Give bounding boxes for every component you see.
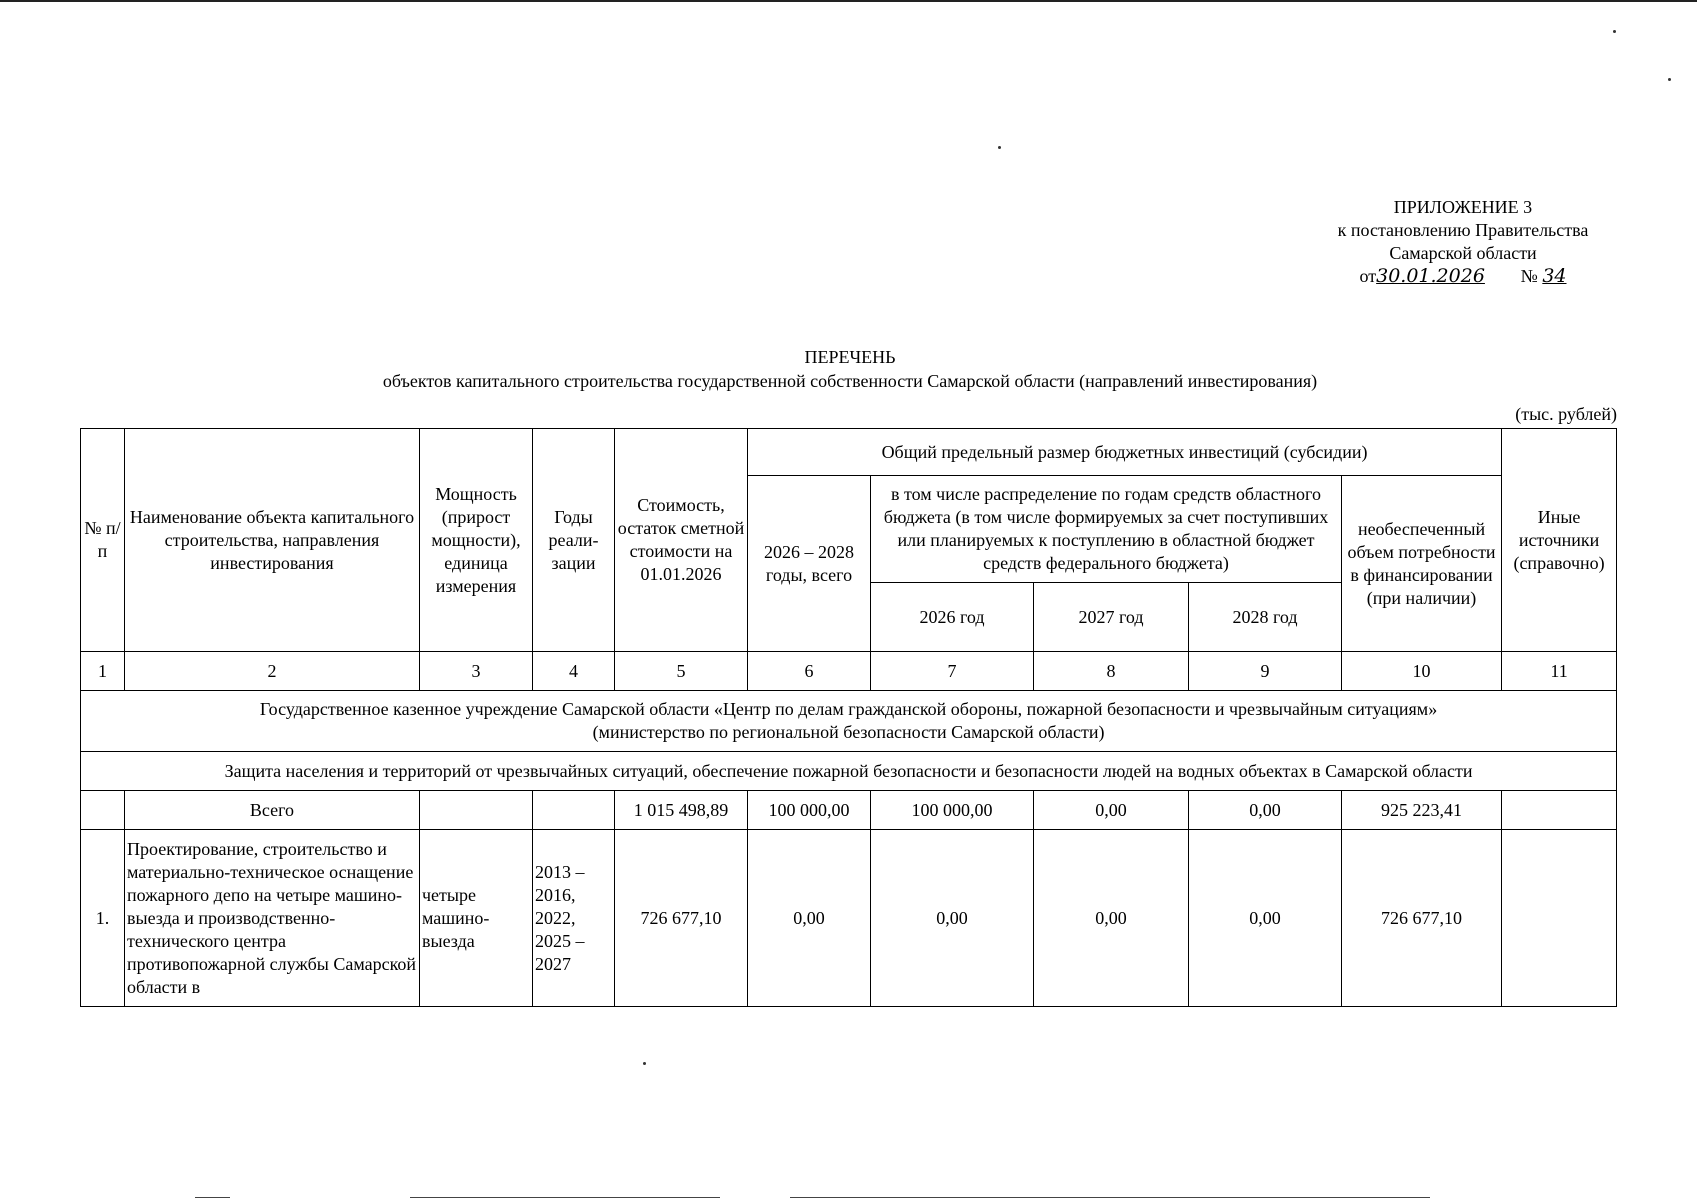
item-unfunded: 726 677,10 bbox=[1342, 830, 1502, 1007]
header-capacity: Мощность (прирост мощности), единица измерения bbox=[420, 429, 533, 652]
total-num bbox=[81, 791, 125, 830]
total-label: Всего bbox=[125, 791, 420, 830]
column-number: 5 bbox=[615, 652, 748, 691]
total-2027: 0,00 bbox=[1034, 791, 1189, 830]
item-2026-2028: 0,00 bbox=[748, 830, 871, 1007]
section-row bbox=[81, 691, 1617, 752]
section-heading bbox=[81, 691, 1617, 752]
table-row bbox=[81, 830, 1617, 1007]
annex-line-2: Самарской области bbox=[1389, 243, 1537, 263]
handwritten-date: 30.01.2026 bbox=[1376, 265, 1485, 287]
column-number: 9 bbox=[1189, 652, 1342, 691]
column-number: 11 bbox=[1502, 652, 1617, 691]
header-name: Наименование объекта капитального строительства, направления инвестирования bbox=[125, 429, 420, 652]
header-cost: Стоимость, остаток сметной стоимости на 01.01.2026 bbox=[615, 429, 748, 652]
annex-block bbox=[1313, 196, 1613, 288]
column-number: 10 bbox=[1342, 652, 1502, 691]
item-other bbox=[1502, 830, 1617, 1007]
column-numbers-row bbox=[81, 652, 1617, 691]
column-number: 2 bbox=[125, 652, 420, 691]
scan-top-border bbox=[0, 0, 1697, 2]
item-2027: 0,00 bbox=[1034, 830, 1189, 1007]
header-row-1 bbox=[81, 429, 1617, 476]
scan-edge-line bbox=[790, 1197, 1430, 1198]
total-other bbox=[1502, 791, 1617, 830]
column-number: 3 bbox=[420, 652, 533, 691]
item-name: Проектирование, строительство и материально-техническое оснащение пожарного депо на четыре машино-выезда и производственно-технического центра противопожарной службы Самарской области в bbox=[125, 830, 420, 1007]
annex-line-1: к постановлению Правительства bbox=[1337, 220, 1589, 240]
annex-date-line bbox=[1359, 265, 1566, 288]
units-label: (тыс. рублей) bbox=[1515, 404, 1617, 424]
section-line-2: (министерство по региональной безопасности Самарской области) bbox=[592, 722, 1105, 742]
header-years: Годы реали-зации bbox=[533, 429, 615, 652]
item-2026: 0,00 bbox=[871, 830, 1034, 1007]
header-2026: 2026 год bbox=[871, 583, 1034, 652]
document-title-block bbox=[80, 345, 1620, 393]
total-capacity bbox=[420, 791, 533, 830]
header-other-sources: Иные источники (справочно) bbox=[1502, 429, 1617, 652]
total-2026: 100 000,00 bbox=[871, 791, 1034, 830]
annex-title: ПРИЛОЖЕНИЕ 3 bbox=[1393, 197, 1533, 217]
total-cost: 1 015 498,89 bbox=[615, 791, 748, 830]
item-2028: 0,00 bbox=[1189, 830, 1342, 1007]
scan-edge-line bbox=[195, 1197, 230, 1198]
header-2027: 2027 год bbox=[1034, 583, 1189, 652]
scan-speck bbox=[643, 1062, 646, 1065]
item-capacity: четыре машино-выезда bbox=[420, 830, 533, 1007]
subsection-heading: Защита населения и территорий от чрезвычайных ситуаций, обеспечение пожарной безопасности и безопасности людей на водных объектах в Самарской области bbox=[81, 752, 1617, 791]
scan-speck bbox=[1613, 30, 1616, 33]
total-years bbox=[533, 791, 615, 830]
total-row bbox=[81, 791, 1617, 830]
item-cost: 726 677,10 bbox=[615, 830, 748, 1007]
column-number: 6 bbox=[748, 652, 871, 691]
subsection-row bbox=[81, 752, 1617, 791]
date-prefix: от bbox=[1359, 266, 1377, 286]
investment-table bbox=[80, 428, 1617, 1007]
section-line-1: Государственное казенное учреждение Самарской области «Центр по делам гражданской обороны, пожарной безопасности и чрезвычайным ситуациям» bbox=[259, 699, 1438, 719]
column-number: 7 bbox=[871, 652, 1034, 691]
total-2026-2028: 100 000,00 bbox=[748, 791, 871, 830]
header-total-investment: Общий предельный размер бюджетных инвестиций (субсидии) bbox=[748, 429, 1502, 476]
column-number: 8 bbox=[1034, 652, 1189, 691]
document-title: ПЕРЕЧЕНЬ bbox=[804, 347, 896, 367]
scan-speck bbox=[1668, 78, 1671, 81]
item-num: 1. bbox=[81, 830, 125, 1007]
header-num: № п/п bbox=[81, 429, 125, 652]
handwritten-number: 34 bbox=[1542, 265, 1567, 287]
header-2026-2028: 2026 – 2028 годы, всего bbox=[748, 476, 871, 652]
document-subtitle: объектов капитального строительства государственной собственности Самарской области (направлений инвестирования) bbox=[382, 371, 1318, 391]
header-unfunded: необеспеченный объем потребности в финансировании (при наличии) bbox=[1342, 476, 1502, 652]
item-years: 2013 – 2016, 2022, 2025 – 2027 bbox=[533, 830, 615, 1007]
scan-edge-line bbox=[410, 1197, 720, 1198]
header-year-distribution: в том числе распределение по годам средств областного бюджета (в том числе формируемых за счет поступивших или планируемых к поступлению в областной бюджет средств федерального бюджета) bbox=[871, 476, 1342, 583]
scan-speck bbox=[998, 146, 1001, 149]
header-2028: 2028 год bbox=[1189, 583, 1342, 652]
total-2028: 0,00 bbox=[1189, 791, 1342, 830]
total-unfunded: 925 223,41 bbox=[1342, 791, 1502, 830]
column-number: 4 bbox=[533, 652, 615, 691]
number-prefix: № bbox=[1520, 266, 1538, 286]
column-number: 1 bbox=[81, 652, 125, 691]
